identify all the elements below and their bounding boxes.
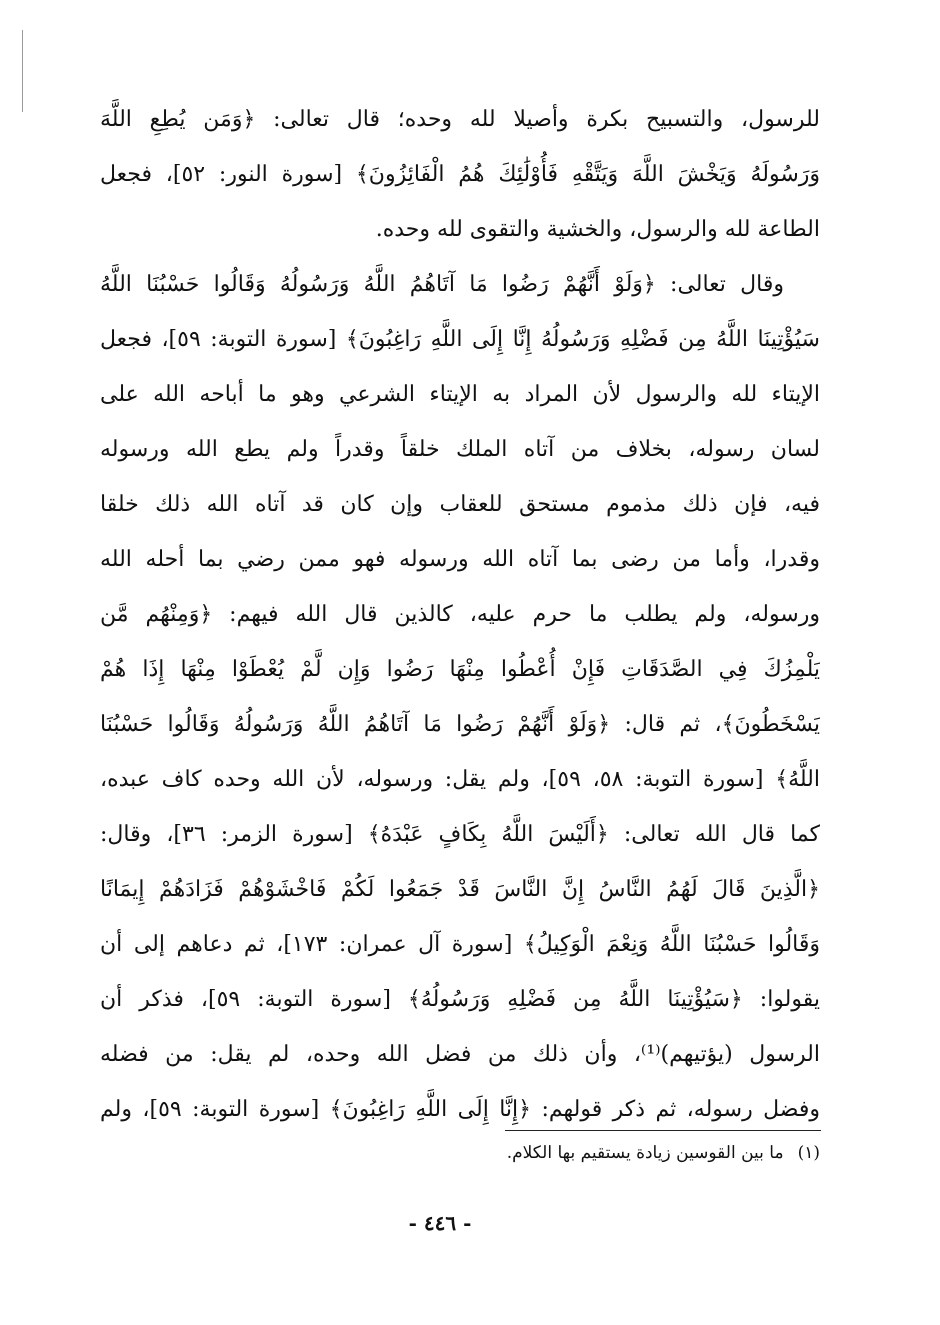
footnote-number: (١) bbox=[797, 1143, 820, 1163]
text-line: وَرَسُولَهُ وَيَخْشَ اللَّهَ وَيَتَّقْهِ فَأُوْلَٰئِكَ هُمُ الْفَائِزُونَ﴾ [سورة النور: ٥٢]، فجعل bbox=[100, 162, 820, 187]
text-line: كما قال الله تعالى: ﴿أَلَيْسَ اللَّهُ بِكَافٍ عَبْدَهُ﴾ [سورة الزمر: ٣٦]، وقال: bbox=[100, 822, 820, 847]
text-line: وقدرا، وأما من رضى بما آتاه الله ورسوله فهو ممن رضي بما أحله الله bbox=[100, 547, 820, 572]
footnote bbox=[380, 1140, 820, 1166]
text-line: الرسول (يؤتيهم)⁽¹⁾، وأن ذلك من فضل الله وحده، لم يقل: من فضله bbox=[100, 1042, 820, 1067]
text-line: وفضل رسوله، ثم ذكر قولهم: ﴿إِنَّا إِلَى اللَّهِ رَاغِبُونَ﴾ [سورة التوبة: ٥٩]، ولم bbox=[100, 1097, 820, 1122]
text-line: الطاعة لله والرسول، والخشية والتقوى لله وحده. bbox=[375, 217, 820, 242]
text-line: فيه، فإن ذلك مذموم مستحق للعقاب وإن كان قد آتاه الله ذلك خلقا bbox=[100, 492, 820, 517]
text-line: اللَّهُ﴾ [سورة التوبة: ٥٨، ٥٩]، ولم يقل: ورسوله، لأن الله وحده كاف عبده، bbox=[100, 767, 820, 792]
text-line: لسان رسوله، بخلاف من آتاه الملك خلقاً وقدراً ولم يطع الله ورسوله bbox=[100, 437, 820, 462]
text-line: ورسوله، ولم يطلب ما حرم عليه، كالذين قال الله فيهم: ﴿وَمِنْهُم مَّن bbox=[100, 602, 820, 627]
text-line: يَلْمِزُكَ فِي الصَّدَقَاتِ فَإِنْ أُعْطُوا مِنْهَا رَضُوا وَإِن لَّمْ يُعْطَوْا مِنْهَا إِذَا هُمْ bbox=[100, 657, 820, 682]
footnote-text: ما بين القوسين زيادة يستقيم بها الكلام. bbox=[506, 1143, 784, 1163]
page-number: - ٤٤٦ - bbox=[408, 1211, 472, 1235]
text-line: وقال تعالى: ﴿وَلَوْ أَنَّهُمْ رَضُوا مَا آتَاهُمُ اللَّهُ وَرَسُولُهُ وَقَالُوا حَسْبُنَا اللَّهُ bbox=[100, 272, 784, 297]
page-body bbox=[100, 92, 820, 1137]
text-line: سَيُؤْتِينَا اللَّهُ مِن فَضْلِهِ وَرَسُولُهُ إِنَّا إِلَى اللَّهِ رَاغِبُونَ﴾ [سورة التوبة: ٥٩]، فجعل bbox=[100, 327, 820, 352]
text-line: يقولوا: ﴿سَيُؤْتِينَا اللَّهُ مِن فَضْلِهِ وَرَسُولُهُ﴾ [سورة التوبة: ٥٩]، فذكر أن bbox=[100, 987, 820, 1012]
text-line: الإيتاء لله والرسول لأن المراد به الإيتاء الشرعي وهو ما أباحه الله على bbox=[100, 382, 820, 407]
text-line: ﴿الَّذِينَ قَالَ لَهُمُ النَّاسُ إِنَّ النَّاسَ قَدْ جَمَعُوا لَكُمْ فَاخْشَوْهُمْ فَزَادَهُمْ إِيمَانًا bbox=[100, 877, 820, 902]
text-line: للرسول، والتسبيح بكرة وأصيلا لله وحده؛ قال تعالى: ﴿وَمَن يُطِعِ اللَّهَ bbox=[100, 107, 820, 132]
text-line: وَقَالُوا حَسْبُنَا اللَّهُ وَنِعْمَ الْوَكِيلُ﴾ [سورة آل عمران: ١٧٣]، ثم دعاهم إلى أن bbox=[100, 932, 820, 957]
footnote-separator bbox=[505, 1130, 821, 1131]
text-line: يَسْخَطُونَ﴾، ثم قال: ﴿وَلَوْ أَنَّهُمْ رَضُوا مَا آتَاهُمُ اللَّهُ وَرَسُولُهُ وَقَالُوا حَسْبُنَا bbox=[100, 712, 820, 737]
page-edge-mark bbox=[22, 30, 23, 112]
